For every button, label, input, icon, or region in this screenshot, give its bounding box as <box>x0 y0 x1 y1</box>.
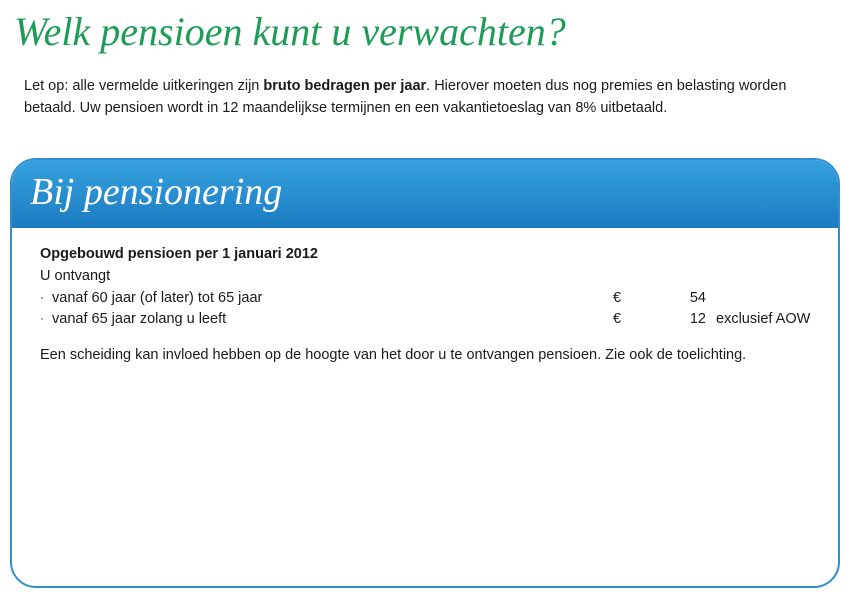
intro-paragraph <box>24 75 824 119</box>
benefit-amount: 54 <box>689 290 706 306</box>
benefit-note: exclusief AOW <box>716 311 811 327</box>
section-heading: Opgebouwd pensioen per 1 januari 2012 <box>40 246 318 262</box>
currency-symbol: € <box>613 311 622 327</box>
bullet: · <box>40 311 44 325</box>
benefit-row <box>40 288 820 308</box>
intro-lead: Let op: alle vermelde uitkeringen zijn <box>24 78 264 94</box>
page-title: Welk pensioen kunt u verwachten? <box>14 9 566 54</box>
benefit-label: vanaf 65 jaar zolang u leeft <box>52 311 227 327</box>
receive-label: U ontvangt <box>40 268 111 284</box>
bullet: · <box>40 290 44 304</box>
benefit-label: vanaf 60 jaar (of later) tot 65 jaar <box>52 290 263 306</box>
footnote: Een scheiding kan invloed hebben op de hoogte van het door u te ontvangen pensioen. Zie ook de toelichting. <box>40 347 747 363</box>
panel-header <box>12 160 838 228</box>
benefit-row <box>40 309 820 329</box>
intro-emphasis: bruto bedragen per jaar <box>263 78 427 94</box>
panel-title: Bij pensionering <box>30 171 283 213</box>
intro-rest: . Hierover moeten dus nog premies en belasting worden betaald. Uw pensioen wordt in 12 maandelijkse termijnen en een vakantietoeslag van 8% uitbetaald. <box>24 78 787 116</box>
benefit-amount: 12 <box>689 311 706 327</box>
retirement-panel <box>10 158 840 588</box>
currency-symbol: € <box>613 290 622 306</box>
